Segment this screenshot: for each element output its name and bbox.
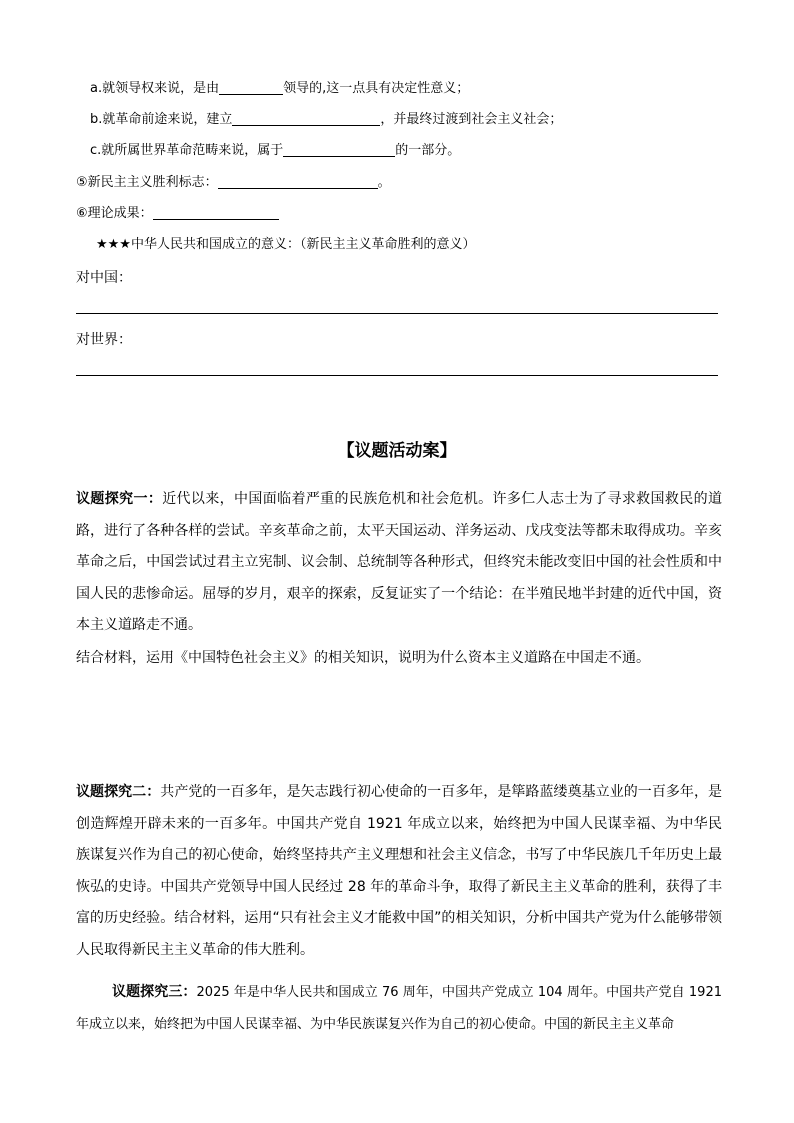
list-item-a-prefix: a.就领导权来说，是由 — [90, 81, 220, 96]
item-5 — [76, 174, 391, 192]
topic-3-text: 2025 年是中华人民共和国成立 76 周年，中国共产党成立 104 周年。中国共产党自 1921 年成立以来，始终把为中国人民谋幸福、为中华民族谋复兴作为自己的初心使命。中国的新民主主义革命 — [76, 985, 722, 1032]
blank-5[interactable] — [218, 174, 378, 189]
topic-3-paragraph — [76, 977, 722, 1040]
topic-1-text: 近代以来，中国面临着严重的民族危机和社会危机。许多仁人志士为了寻求救国救民的道路，进行了各种各样的尝试。辛亥革命之前，太平天国运动、洋务运动、戊戌变法等都未取得成功。辛亥革命之后，中国尝试过君主立宪制、议会制、总统制等各种形式，但终究未能改变旧中国的社会性质和中国人民的悲惨命运。屈辱的岁月，艰辛的探索，反复证实了一个结论：在半殖民地半封建的近代中国，资本主义道路走不通。 — [76, 491, 723, 633]
world-label: 对世界： — [76, 332, 132, 348]
list-item-b-prefix: b.就革命前途来说，建立 — [90, 112, 233, 127]
significance-heading: ★★★中华人民共和国成立的意义：（新民主主义革命胜利的意义） — [96, 237, 476, 252]
item-5-suffix: 。 — [377, 175, 391, 190]
blank-a[interactable] — [219, 80, 283, 95]
answer-line-china[interactable] — [76, 313, 718, 314]
topic-2-label: 议题探究二： — [76, 784, 161, 800]
topic-2-paragraph — [76, 777, 722, 966]
topic-1-label: 议题探究一： — [76, 491, 163, 507]
item-5-prefix: ⑤新民主主义胜利标志： — [76, 175, 218, 190]
list-item-c-suffix: 的一部分。 — [395, 143, 461, 158]
topic-1-question: 结合材料，运用《中国特色社会主义》的相关知识，说明为什么资本主义道路在中国走不通。 — [76, 650, 650, 666]
list-item-a — [90, 80, 469, 98]
section-title: 【议题活动案】 — [337, 441, 457, 461]
item-6 — [76, 205, 279, 223]
china-label: 对中国： — [76, 270, 132, 286]
list-item-a-suffix: 领导的,这一点具有决定性意义； — [283, 81, 470, 96]
list-item-c — [90, 142, 460, 160]
answer-line-world[interactable] — [76, 375, 718, 376]
list-item-c-prefix: c.就所属世界革命范畴来说，属于 — [90, 143, 284, 158]
topic-3-label: 议题探究三： — [112, 984, 197, 1000]
list-item-b-suffix: ，并最终过渡到社会主义社会； — [380, 112, 563, 127]
blank-c[interactable] — [283, 142, 395, 157]
blank-b[interactable] — [232, 111, 380, 126]
item-6-prefix: ⑥理论成果： — [76, 206, 153, 221]
blank-6[interactable] — [153, 205, 279, 220]
topic-1-paragraph — [76, 484, 722, 642]
list-item-b — [90, 111, 562, 129]
topic-2-text: 共产党的一百多年，是矢志践行初心使命的一百多年，是筚路蓝缕奠基立业的一百多年，是创造辉煌开辟未来的一百多年。中国共产党自 1921 年成立以来，始终把为中国人民谋幸福、为中华民族谋复兴作为自己的初心使命，始终坚持共产主义理想和社会主义信念，书写了中华民族几千年历史上最恢弘的史诗。中国共产党领导中国人民经过 28 年的革命斗争，取得了新民主主义革命的胜利，获得了丰富的历史经验。结合材料，运用“只有社会主义才能救中国”的相关知识，分析中国共产党为什么能够带领人民取得新民主主义革命的伟大胜利。 — [76, 784, 723, 958]
